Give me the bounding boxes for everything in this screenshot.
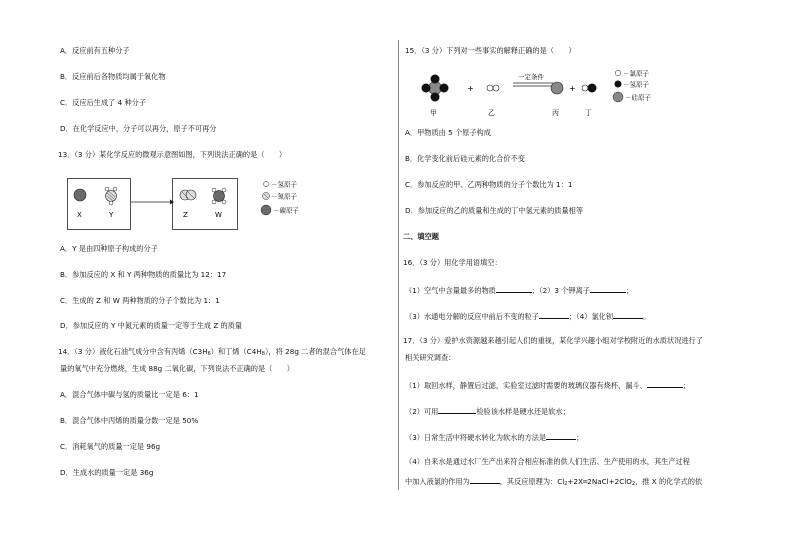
legend-carbon: －碳原子 [273, 206, 299, 215]
blank [496, 284, 532, 293]
q14-stem-line1: 14．（3 分）液化石油气成分中含有丙烯$(C3H_6)$和丁烯$(C4H_8)$，将 28g 二者的混合气体在足 [58, 347, 366, 357]
q12-option-a: A．反应前有五种分子 [60, 46, 130, 55]
q12-option-b: B．反应前后各物质均属于氧化物 [60, 72, 166, 81]
blank [539, 310, 569, 319]
q17-part3: （3）日常生活中将硬水转化为软水的方法是 ； [405, 433, 584, 442]
q16-line2: （3）水通电分解的反应中前后不变的粒子 ；（4）氯化钡 。 [405, 312, 651, 321]
q13-option-c: C．生成的 Z 和 W 两种物质的分子个数比为 1：1 [60, 296, 220, 305]
q14-stem-line2: 量的氧气中充分燃烧，生成 88g 二氧化碳，下列说法不正确的是（ ） [60, 364, 294, 373]
q15-option-a: A．甲物质由 5 个原子构成 [405, 128, 491, 137]
q13-stem: 13．（3 分）某化学反应的微观示意图如图，下列说法正确的是（ ） [58, 150, 287, 159]
legend-hydrogen: －氢原子 [271, 180, 297, 189]
q17-stem-line2: 相关研究调查： [405, 353, 456, 362]
q17-part4-line2: 中加入液氯的作用为 ，其反应原理为：$Cl_2+2X═2NaCl+2ClO_2$，推 X 的化学式的依 [405, 477, 703, 487]
legend-nitrogen: －氮原子 [271, 192, 297, 201]
label-ding: 丁 [585, 109, 592, 117]
svg-text:+: + [569, 84, 576, 93]
q13-option-a: A．Y 是由四种原子构成的分子 [60, 244, 158, 253]
label-w: W [215, 211, 222, 219]
q17-part1: （1）取回水样，静置后过滤，实验室过滤时需要的玻璃仪器有烧杯、漏斗、 ； [405, 381, 690, 390]
label-z: Z [183, 211, 188, 219]
q13-option-b: B．参加反应的 X 和 Y 两种物质的质量比为 12：17 [60, 270, 227, 279]
q15-reaction-diagram [417, 62, 677, 120]
q15-option-d: D．参加反应的乙的质量和生成的丁中氢元素的质量相等 [405, 206, 584, 215]
q15-option-c: C．参加反应的甲、乙两种物质的分子个数比为 1：1 [405, 180, 573, 189]
q13-reaction-diagram [67, 178, 357, 232]
label-x: X [77, 211, 82, 219]
label-yi: 乙 [488, 109, 495, 117]
q12-option-c: C．反应后生成了 4 种分子 [60, 98, 147, 107]
blank [590, 284, 626, 293]
label-y: Y [109, 211, 114, 219]
blank [470, 475, 500, 484]
q14-option-d: D．生成水的质量一定是 36g [60, 468, 154, 477]
label-jia: 甲 [430, 109, 437, 117]
legend-chlorine: －氯原子 [623, 69, 649, 78]
q14-option-b: B．混合气体中丙烯的质量分数一定是 50% [60, 416, 199, 425]
q15-option-b: B．化学变化前后硅元素的化合价不变 [405, 154, 525, 163]
blank [613, 310, 643, 319]
q17-stem-line1: 17．（3 分）爱护水资源越来越引起人们的重视，某化学兴趣小组对学校附近的水质状况进行了 [403, 336, 703, 345]
condition-label: 一定条件 [518, 73, 544, 81]
legend-hydrogen-r: －氢原子 [623, 80, 649, 89]
q13-option-d: D．参加反应的 Y 中氮元素的质量一定等于生成 Z 的质量 [60, 321, 243, 330]
legend-silicon: －硅原子 [625, 93, 651, 102]
q12-option-d: D．在化学反应中，分子可以再分，原子不可再分 [60, 124, 217, 133]
column-divider [398, 40, 399, 490]
q14-option-a: A．混合气体中碳与氢的质量比一定是 6：1 [60, 390, 199, 399]
blank [647, 379, 683, 388]
q16-line1: （1）空气中含量最多的物质 ；（2）3 个钾离子 ； [405, 286, 634, 295]
q16-stem: 16．（3 分）用化学用语填空： [403, 258, 502, 267]
q15-stem: 15．（3 分）下列对一些事实的解释正确的是（ ） [405, 46, 576, 55]
q17-part2: （2）可用 检验该水样是硬水还是软水； [405, 407, 570, 416]
q17-part4-line1: （4）自来水是通过水厂生产出来符合相应标准的供人们生活、生产使用的水，其生产过程 [405, 457, 690, 466]
svg-text:+: + [467, 84, 474, 93]
label-bing: 丙 [552, 109, 559, 117]
blank [546, 431, 576, 440]
section-fill-in: 二、填空题 [403, 232, 439, 241]
blank [438, 405, 476, 414]
q14-option-c: C．消耗氧气的质量一定是 96g [60, 442, 161, 451]
